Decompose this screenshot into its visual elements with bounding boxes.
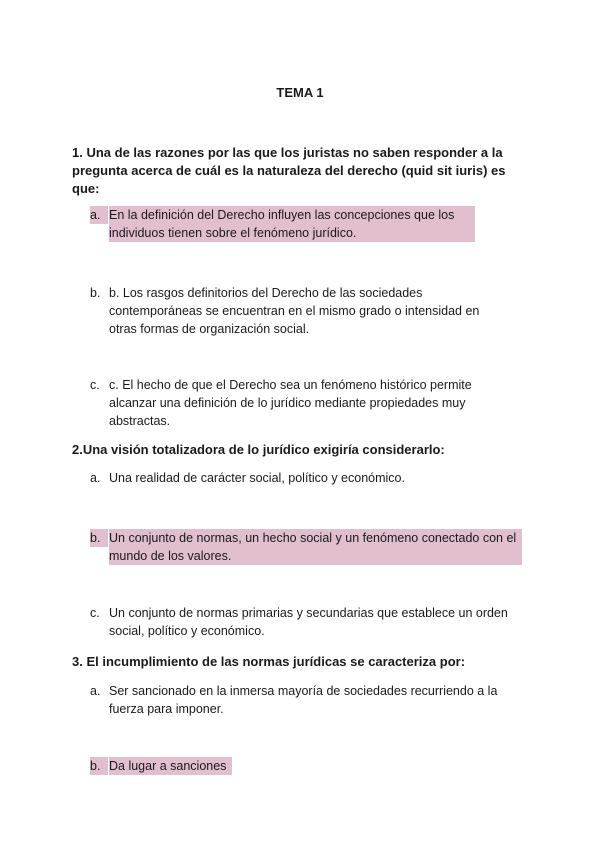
q3-option-b[interactable] <box>90 757 232 775</box>
option-letter: b. <box>90 529 108 547</box>
option-text: Ser sancionado en la inmersa mayoría de sociedades recurriendo a la fuerza para imponer. <box>109 684 498 716</box>
option-text: Una realidad de carácter social, político y económico. <box>109 471 405 485</box>
q2-option-a[interactable] <box>90 469 510 487</box>
option-letter: a. <box>90 684 101 698</box>
option-letter: a. <box>90 206 108 224</box>
q3-option-a[interactable] <box>90 682 510 718</box>
option-text: En la definición del Derecho influyen las concepciones que los individuos tienen sobre el fenómeno jurídico. <box>109 206 475 242</box>
option-letter: c. <box>90 378 100 392</box>
question-1: 1. Una de las razones por las que los juristas no saben responder a la pregunta acerca de cuál es la naturaleza del derecho (quid sit iuris) es que: <box>72 145 506 196</box>
option-letter: c. <box>90 606 100 620</box>
question-2: 2.Una visión totalizadora de lo jurídico exigiría considerarlo: <box>72 442 445 457</box>
q1-option-c[interactable] <box>90 376 510 430</box>
option-text: Da lugar a sanciones <box>109 757 232 775</box>
page-title: TEMA 1 <box>276 85 324 100</box>
q1-option-b[interactable] <box>90 284 510 338</box>
option-text: c. El hecho de que el Derecho sea un fenómeno histórico permite alcanzar una definición de lo jurídico mediante propiedades muy abstractas. <box>109 378 472 428</box>
option-letter: b. <box>90 286 101 300</box>
option-text: Un conjunto de normas, un hecho social y un fenómeno conectado con el mundo de los valores. <box>109 529 522 565</box>
option-text: Un conjunto de normas primarias y secundarias que establece un orden social, político y económico. <box>109 606 508 638</box>
q1-option-a[interactable] <box>90 206 475 242</box>
q2-option-c[interactable] <box>90 604 530 640</box>
question-3: 3. El incumplimiento de las normas jurídicas se caracteriza por: <box>72 654 466 669</box>
q2-option-b[interactable] <box>90 529 522 565</box>
option-letter: b. <box>90 757 108 775</box>
option-text: b. Los rasgos definitorios del Derecho de las sociedades contemporáneas se encuentran en el mismo grado o intensidad en otras formas de organización social. <box>109 286 480 336</box>
option-letter: a. <box>90 471 101 485</box>
